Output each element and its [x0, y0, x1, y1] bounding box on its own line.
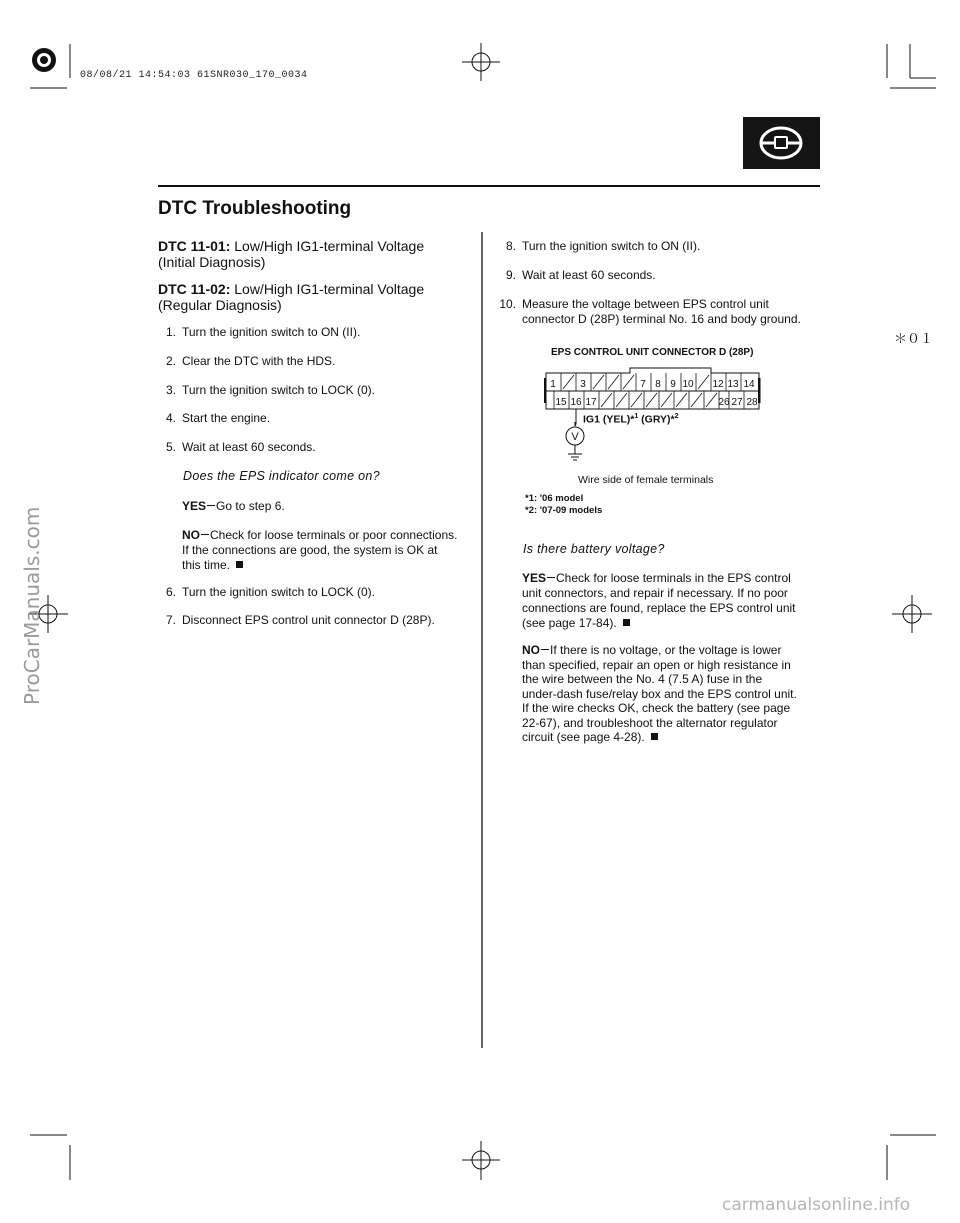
yes-branch-2: YES Check for loose terminals in the EPS control unit connectors, and repair if necessary. If no poor connections are found, replace the EPS control unit (see page 17-84).	[522, 571, 796, 630]
end-mark-icon	[623, 619, 630, 626]
step-10: 10. Measure the voltage between EPS control unit connector D (28P) terminal No. 16 and body ground.	[499, 297, 801, 326]
end-mark-icon	[236, 561, 243, 568]
steering-section-icon	[743, 117, 820, 169]
crosshair-right	[892, 595, 932, 633]
steering-wheel-icon	[743, 117, 820, 169]
step-2: 2. Clear the DTC with the HDS.	[165, 354, 336, 368]
pin-label: 12	[712, 379, 724, 390]
crosshair-top-center	[462, 43, 500, 81]
crosshair-bottom-center	[462, 1141, 500, 1180]
pin-label: 8	[655, 379, 661, 390]
dtc-desc: Low/High IG1-terminal Voltage	[234, 238, 425, 254]
pin-label: 28	[746, 397, 758, 408]
model-note-1: *1: '06 model	[525, 493, 584, 504]
pin-label: 1	[550, 379, 556, 390]
no-branch-2: NO If there is no voltage, or the voltage is lower than specified, repair an open or high resistance in the wire between the No. 4 (7.5 A) fuse in the under-dash fuse/relay box and the EPS control unit. If the wire checks OK, check the battery (see page 22-67), and troubleshoot the alternator regulator circuit (see page 4-28).	[522, 643, 797, 744]
step-3: 3. Turn the ignition switch to LOCK (0).	[165, 383, 375, 397]
dtc-desc: Low/High IG1-terminal Voltage	[234, 281, 425, 297]
yes-branch-1: YES Go to step 6.	[182, 499, 285, 513]
step-7: 7. Disconnect EPS control unit connector D (28P).	[165, 613, 435, 627]
side-watermark: ProCarManuals.com	[20, 506, 44, 705]
pin-label: 3	[580, 379, 586, 390]
pin-label: 13	[727, 379, 739, 390]
pin-label: 9	[670, 379, 676, 390]
svg-text:V: V	[571, 431, 579, 443]
question-eps-indicator: Does the EPS indicator come on?	[183, 469, 380, 483]
dtc-desc-sub: (Regular Diagnosis)	[158, 297, 282, 313]
dtc-desc-sub: (Initial Diagnosis)	[158, 254, 266, 270]
footer-watermark: carmanualsonline.info	[722, 1195, 911, 1215]
wire-label: IG1 (YEL)*$^1$ (GRY)*$^2$	[583, 413, 679, 426]
pin-label: 27	[731, 397, 743, 408]
connector-title: EPS CONTROL UNIT CONNECTOR D (28P)	[551, 347, 754, 358]
pin-label: 10	[682, 379, 694, 390]
dtc-code: DTC 11-02:	[158, 281, 231, 297]
pin-label: 14	[743, 379, 755, 390]
step-9: 9. Wait at least 60 seconds.	[505, 268, 656, 282]
ground-icon	[568, 454, 582, 460]
dtc-11-01	[158, 238, 478, 270]
step-4: 4. Start the engine.	[165, 411, 271, 425]
pin-label: 26	[718, 397, 730, 408]
step-1: 1. Turn the ignition switch to ON (II).	[165, 325, 361, 339]
pin-label: 7	[640, 379, 646, 390]
pin-label: 16	[570, 397, 582, 408]
diagram-caption: Wire side of female terminals	[578, 474, 714, 486]
model-note-2: *2: '07-09 models	[525, 505, 603, 516]
question-battery-voltage: Is there battery voltage?	[523, 542, 665, 556]
dtc-code: DTC 11-01:	[158, 238, 231, 254]
page-title: DTC Troubleshooting	[158, 198, 352, 219]
step-6: 6. Turn the ignition switch to LOCK (0).	[165, 585, 375, 599]
step-8: 8. Turn the ignition switch to ON (II).	[505, 239, 701, 253]
step-5: 5. Wait at least 60 seconds.	[165, 440, 316, 454]
pin-label: 15	[555, 397, 567, 408]
dtc-11-02	[158, 281, 478, 313]
no-branch-1: NO Check for loose terminals or poor connections. If the connections are good, the system is OK at this time.	[182, 528, 458, 572]
margin-mark: ＊０１	[894, 332, 934, 347]
print-stamp: 08/08/21 14:54:03 61SNR030_170_0034	[80, 70, 308, 81]
end-mark-icon	[651, 733, 658, 740]
pin-label: 17	[585, 397, 597, 408]
